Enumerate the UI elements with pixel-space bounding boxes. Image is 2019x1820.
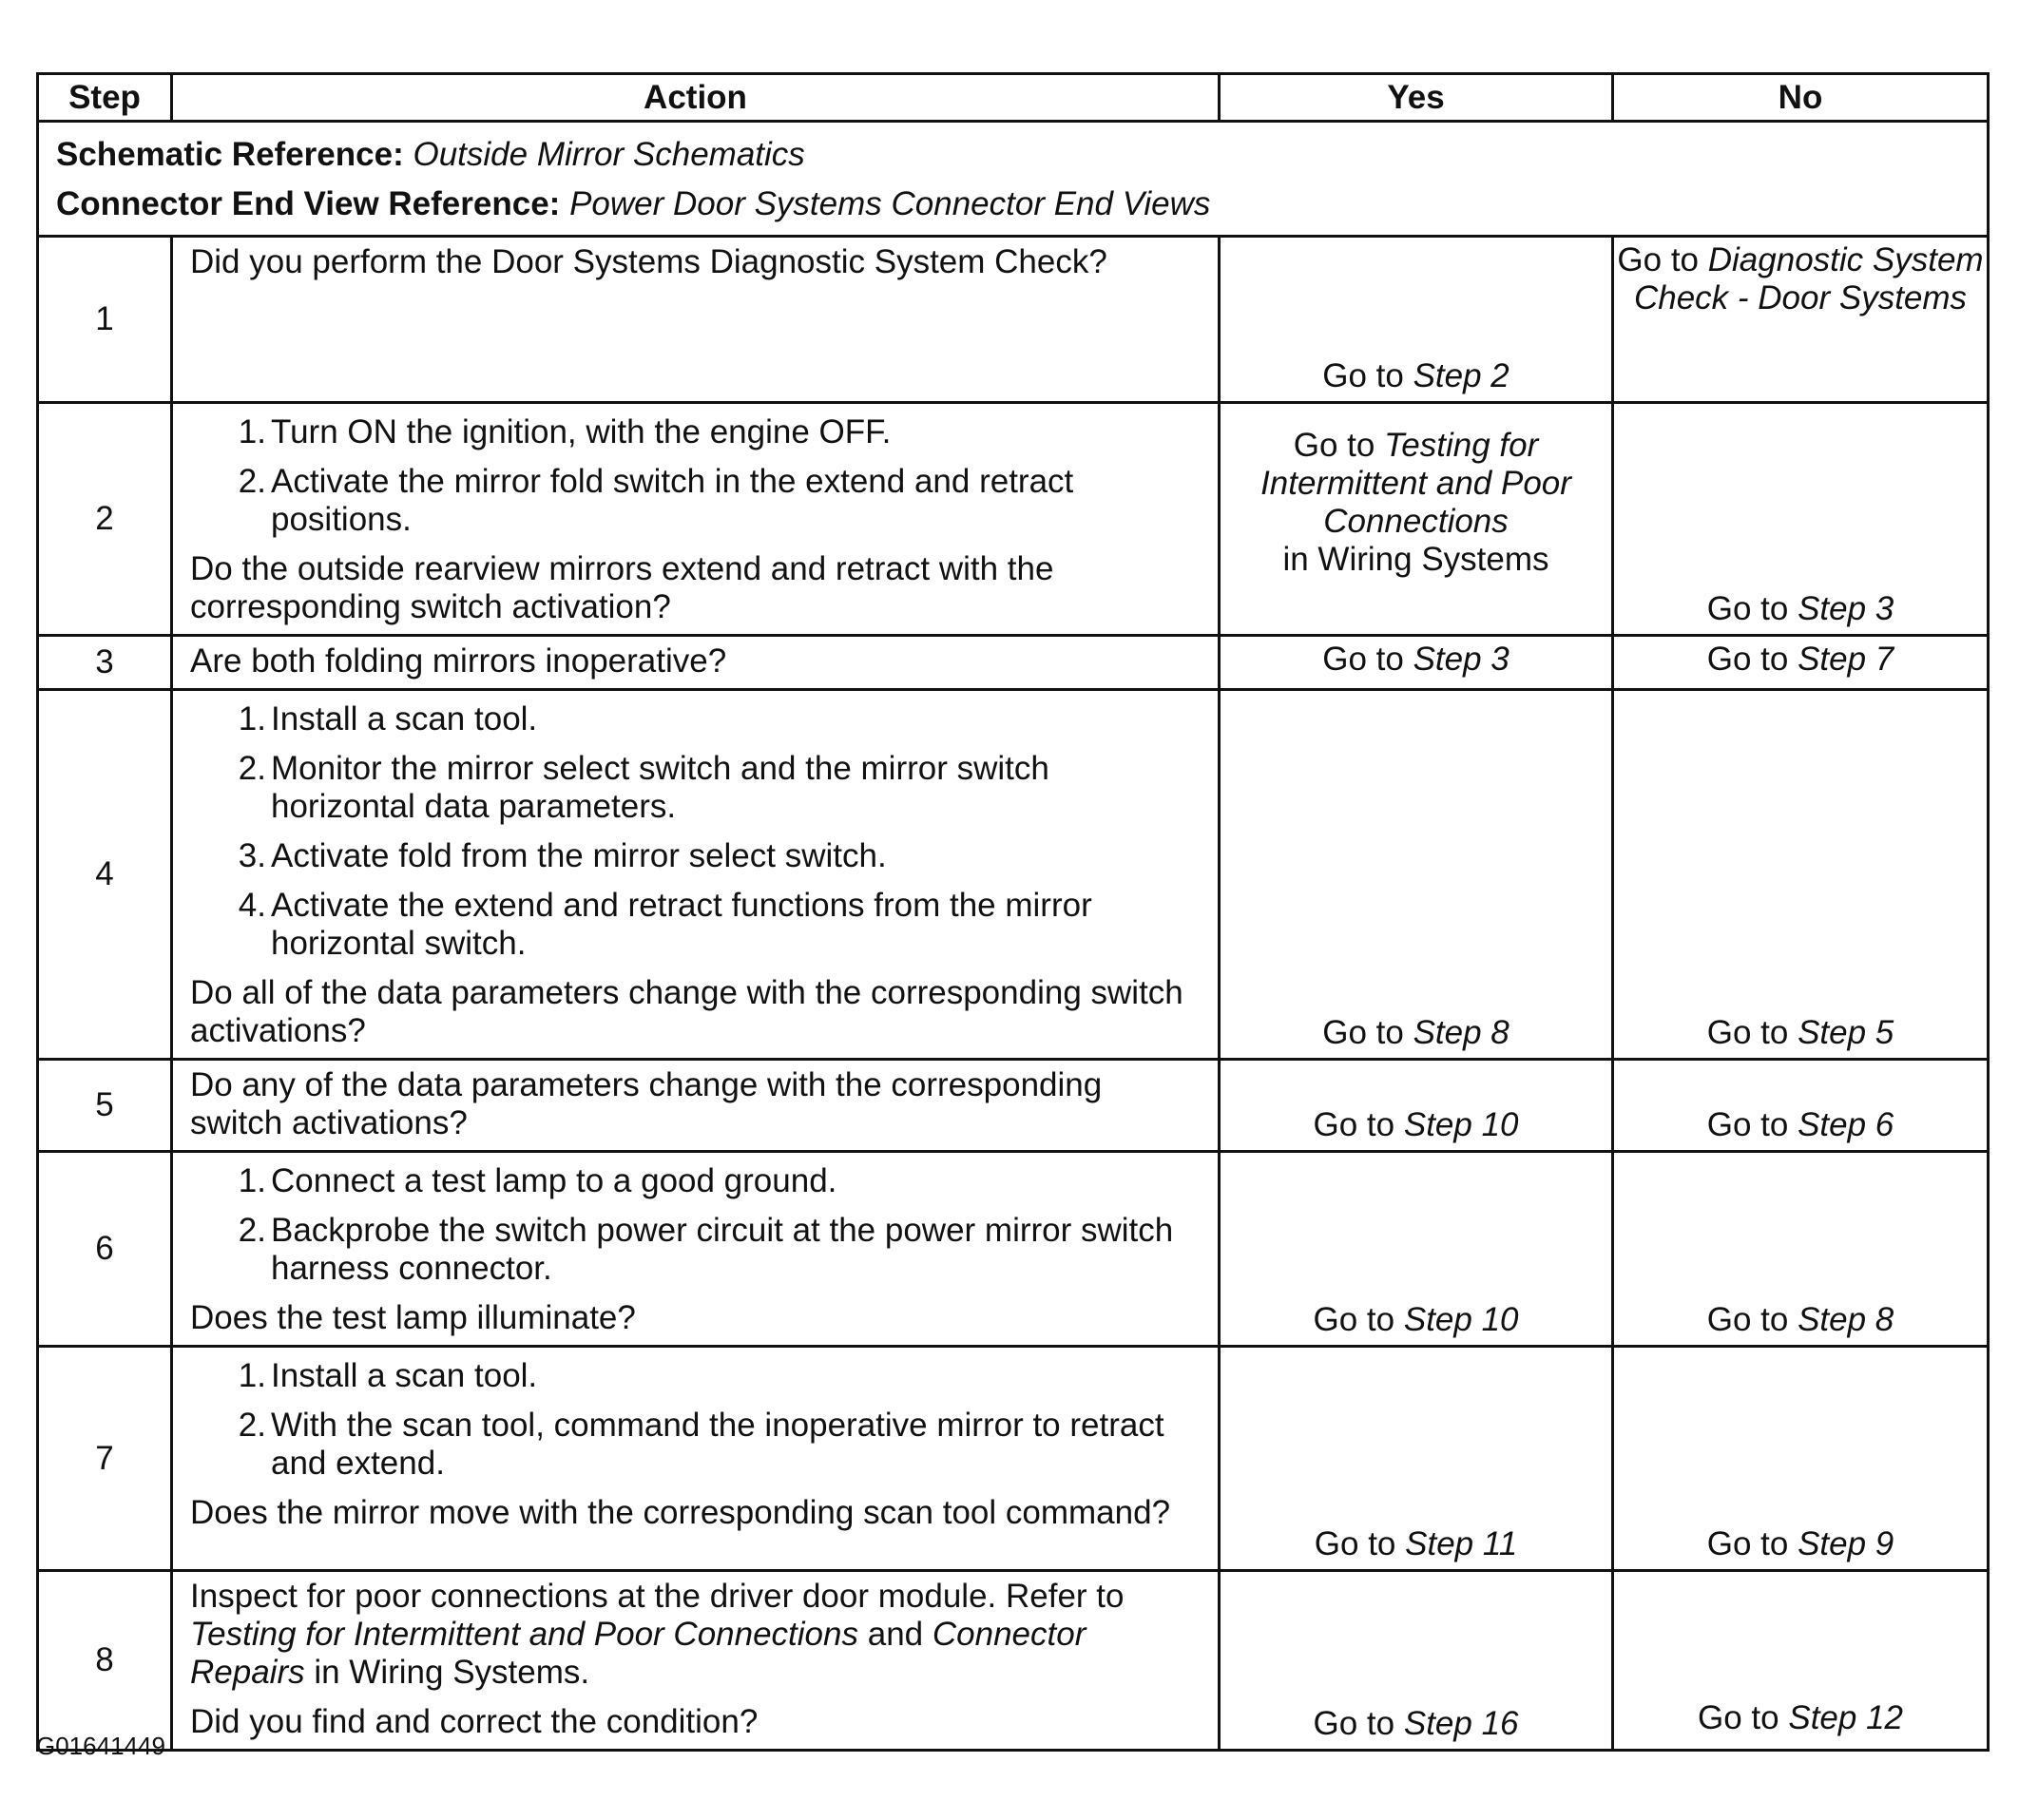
no-cell	[1613, 1347, 1989, 1571]
action-cell	[172, 1060, 1220, 1152]
action-cell	[172, 690, 1220, 1060]
yes-goto[interactable]	[1221, 357, 1611, 401]
table-row	[38, 1152, 1989, 1347]
action-cell	[172, 1152, 1220, 1347]
goto-prefix: Go to	[1617, 241, 1700, 278]
goto-target[interactable]: Step 5	[1798, 1014, 1894, 1051]
step-number: 2	[38, 403, 172, 636]
step-number: 4	[38, 690, 172, 1060]
diagnostic-table	[36, 72, 1990, 1752]
yes-cell	[1220, 1347, 1613, 1571]
yes-goto[interactable]	[1221, 1014, 1611, 1058]
connector-repairs-link[interactable]: Connector Repairs	[190, 1616, 1086, 1691]
action-question: Did you find and correct the condition?	[190, 1703, 759, 1740]
reference-row	[38, 122, 1989, 237]
no-cell	[1613, 403, 1989, 636]
action-steps	[190, 700, 1202, 963]
goto-target[interactable]: Step 12	[1788, 1699, 1903, 1736]
no-cell	[1613, 237, 1989, 403]
connector-reference-label: Connector End View Reference:	[56, 185, 561, 222]
goto-target[interactable]: Step 10	[1403, 1106, 1519, 1143]
header-action: Action	[172, 74, 1220, 122]
goto-target[interactable]: Step 3	[1413, 641, 1509, 678]
step-number: 3	[38, 636, 172, 690]
goto-target[interactable]: Step 3	[1798, 590, 1894, 627]
goto-prefix: Go to	[1322, 641, 1404, 678]
step-number: 6	[38, 1152, 172, 1347]
no-cell	[1613, 1152, 1989, 1347]
schematic-reference-label: Schematic Reference:	[56, 136, 404, 173]
action-question: Does the test lamp illuminate?	[190, 1299, 636, 1336]
action-steps	[190, 413, 1202, 539]
figure-code: G01641449	[36, 1732, 165, 1760]
yes-goto[interactable]	[1221, 1525, 1611, 1569]
action-question: Do all of the data parameters change with the corresponding switch activations?	[190, 974, 1183, 1049]
table-row	[38, 403, 1989, 636]
connector-reference	[56, 180, 1970, 229]
goto-prefix: Go to	[1314, 1525, 1396, 1562]
action-step-item: 2. Monitor the mirror select switch and the mirror switch horizontal data parameters.	[238, 750, 1049, 825]
action-question: Do any of the data parameters change with the corresponding switch activations?	[190, 1066, 1103, 1141]
action-step-item: 2. Activate the mirror fold switch in the extend and retract positions.	[238, 463, 1074, 538]
goto-target[interactable]: Diagnostic System Check - Door Systems	[1633, 241, 1984, 316]
action-cell	[172, 403, 1220, 636]
action-steps	[190, 1162, 1202, 1288]
action-step-item: 3. Activate fold from the mirror select switch.	[238, 837, 887, 874]
goto-prefix: Go to	[1313, 1106, 1395, 1143]
no-goto[interactable]	[1614, 1014, 1987, 1058]
action-instruction: Inspect for poor connections at the driver door module. Refer to Testing for Intermittent and Poor Connections and Connector Repairs in Wiring Systems.	[190, 1578, 1125, 1691]
action-question: Do the outside rearview mirrors extend and retract with the corresponding switch activation?	[190, 550, 1054, 625]
testing-link[interactable]: Testing for Intermittent and Poor Connections	[190, 1616, 858, 1653]
yes-cell	[1220, 403, 1613, 636]
action-step-item: 2. Backprobe the switch power circuit at the power mirror switch harness connector.	[238, 1212, 1174, 1287]
goto-prefix: Go to	[1706, 1525, 1789, 1562]
step-number: 7	[38, 1347, 172, 1571]
yes-cell	[1220, 636, 1613, 690]
no-goto[interactable]	[1614, 1301, 1987, 1345]
action-step-item: 1. Turn ON the ignition, with the engine OFF.	[238, 413, 892, 450]
no-cell	[1613, 636, 1989, 690]
goto-prefix: Go to	[1706, 641, 1789, 678]
goto-target[interactable]: Step 2	[1413, 357, 1509, 394]
goto-target[interactable]: Step 10	[1403, 1301, 1519, 1338]
schematic-reference	[56, 130, 1970, 180]
action-question: Did you perform the Door Systems Diagnostic System Check?	[190, 243, 1107, 280]
no-goto[interactable]	[1614, 1525, 1987, 1569]
header-no: No	[1613, 74, 1989, 122]
yes-cell	[1220, 1571, 1613, 1751]
goto-prefix: Go to	[1293, 427, 1375, 464]
action-cell	[172, 1571, 1220, 1751]
goto-target[interactable]: Step 11	[1405, 1525, 1518, 1562]
table-row	[38, 1571, 1989, 1751]
no-cell	[1613, 690, 1989, 1060]
goto-prefix: Go to	[1322, 357, 1404, 394]
table-row	[38, 1060, 1989, 1152]
reference-cell	[38, 122, 1989, 237]
action-step-item: 4. Activate the extend and retract functions from the mirror horizontal switch.	[238, 887, 1092, 962]
action-question: Does the mirror move with the corresponding scan tool command?	[190, 1494, 1171, 1531]
yes-goto[interactable]	[1221, 637, 1611, 679]
action-step-item: 1. Install a scan tool.	[238, 700, 538, 738]
goto-prefix: Go to	[1706, 1106, 1789, 1143]
yes-cell	[1220, 690, 1613, 1060]
schematic-reference-link[interactable]: Outside Mirror Schematics	[413, 136, 805, 173]
table-row	[38, 1347, 1989, 1571]
action-step-item: 1. Connect a test lamp to a good ground.	[238, 1162, 837, 1199]
connector-reference-link[interactable]: Power Door Systems Connector End Views	[569, 185, 1211, 222]
goto-prefix: Go to	[1313, 1301, 1395, 1338]
goto-prefix: Go to	[1706, 1014, 1789, 1051]
yes-cell	[1220, 1060, 1613, 1152]
action-cell	[172, 1347, 1220, 1571]
goto-prefix: Go to	[1313, 1705, 1395, 1742]
action-step-item: 2. With the scan tool, command the inoperative mirror to retract and extend.	[238, 1407, 1164, 1482]
goto-target[interactable]: Step 16	[1403, 1705, 1519, 1742]
yes-cell	[1220, 1152, 1613, 1347]
yes-goto[interactable]	[1221, 1705, 1611, 1749]
goto-target[interactable]: Testing for Intermittent and Poor Connections	[1260, 427, 1571, 540]
no-goto[interactable]	[1614, 238, 1987, 317]
goto-prefix: Go to	[1706, 1301, 1789, 1338]
yes-cell	[1220, 237, 1613, 403]
goto-target[interactable]: Step 8	[1798, 1301, 1894, 1338]
step-number: 8	[38, 1571, 172, 1751]
yes-goto[interactable]	[1221, 1106, 1611, 1150]
table-row	[38, 690, 1989, 1060]
no-goto[interactable]	[1614, 1699, 1987, 1749]
no-goto[interactable]	[1614, 1106, 1987, 1150]
goto-target[interactable]: Step 6	[1798, 1106, 1894, 1143]
goto-prefix: Go to	[1706, 590, 1789, 627]
table-row	[38, 636, 1989, 690]
yes-goto[interactable]	[1221, 1301, 1611, 1345]
header-yes: Yes	[1220, 74, 1613, 122]
goto-target[interactable]: Step 8	[1413, 1014, 1509, 1051]
no-cell	[1613, 1060, 1989, 1152]
goto-target[interactable]: Step 9	[1798, 1525, 1894, 1562]
action-cell	[172, 237, 1220, 403]
yes-goto[interactable]	[1221, 404, 1611, 579]
table-row	[38, 237, 1989, 403]
step-number: 1	[38, 237, 172, 403]
no-cell	[1613, 1571, 1989, 1751]
no-goto[interactable]	[1614, 637, 1987, 679]
goto-prefix: Go to	[1322, 1014, 1404, 1051]
goto-target[interactable]: Step 7	[1798, 641, 1894, 678]
header-row	[38, 74, 1989, 122]
action-steps	[190, 1357, 1202, 1483]
action-cell	[172, 636, 1220, 690]
goto-prefix: Go to	[1698, 1699, 1779, 1736]
action-step-item: 1. Install a scan tool.	[238, 1357, 538, 1394]
no-goto[interactable]	[1614, 590, 1987, 634]
step-number: 5	[38, 1060, 172, 1152]
goto-suffix: in Wiring Systems	[1282, 541, 1549, 578]
action-question: Are both folding mirrors inoperative?	[190, 642, 727, 680]
header-step: Step	[38, 74, 172, 122]
